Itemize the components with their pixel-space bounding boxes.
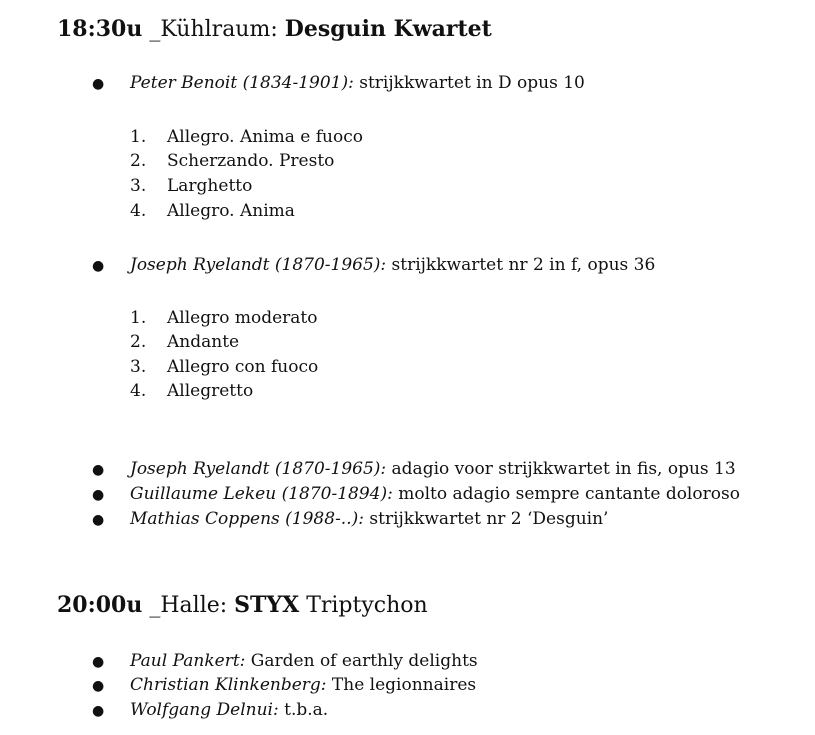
composer-name: Peter Benoit (1834-1901): <box>130 73 354 93</box>
work-item <box>92 699 328 722</box>
work-title: strijkkwartet in D opus 10 <box>353 73 585 93</box>
work-item <box>92 458 736 481</box>
movement-label: Allegro. Anima <box>167 201 295 221</box>
work-item <box>92 674 476 697</box>
work-title: strijkkwartet nr 2 in f, opus 36 <box>386 255 656 275</box>
bullet-icon: ● <box>92 462 105 478</box>
movement-label: Allegro moderato <box>167 308 318 328</box>
bullet-icon: ● <box>92 76 105 92</box>
movement-label: Allegro. Anima e fuoco <box>167 127 363 147</box>
movement-label: Andante <box>167 332 240 352</box>
work-item <box>92 254 655 277</box>
concert-location: _Halle: <box>142 593 235 618</box>
composer-name: Mathias Coppens (1988-..): <box>130 509 364 529</box>
bullet-icon: ● <box>92 258 105 274</box>
movement-number: 3. <box>130 357 147 377</box>
section-heading-2000 <box>57 592 428 619</box>
movement-item <box>130 175 252 197</box>
work-title: t.b.a. <box>278 700 329 720</box>
bullet-icon: ● <box>92 678 105 694</box>
movement-item <box>130 380 253 402</box>
work-title: strijkkwartet nr 2 ‘Desguin’ <box>363 509 609 529</box>
work-title: adagio voor strijkkwartet in fis, opus 13 <box>386 459 736 479</box>
bullet-icon: ● <box>92 512 105 528</box>
movement-label: Allegretto <box>167 381 254 401</box>
composer-name: Joseph Ryelandt (1870-1965): <box>130 255 387 275</box>
movement-label: Scherzando. Presto <box>167 151 335 171</box>
movement-number: 4. <box>130 381 147 401</box>
concert-time: 20:00u <box>57 592 143 618</box>
bullet-icon: ● <box>92 703 105 719</box>
work-title: The legionnaires <box>326 675 477 695</box>
concert-time: 18:30u <box>57 16 143 42</box>
composer-name: Christian Klinkenberg: <box>130 675 327 695</box>
movement-item <box>130 200 295 222</box>
composer-name: Joseph Ryelandt (1870-1965): <box>130 459 387 479</box>
movement-number: 2. <box>130 151 147 171</box>
composer-name: Guillaume Lekeu (1870-1894): <box>130 484 393 504</box>
bullet-icon: ● <box>92 654 105 670</box>
movement-label: Larghetto <box>167 176 253 196</box>
work-item <box>92 508 608 531</box>
work-item <box>92 72 585 95</box>
ensemble-name: Desguin Kwartet <box>284 16 492 42</box>
composer-name: Wolfgang Delnui: <box>130 700 279 720</box>
concert-location: _Kühlraum: <box>142 17 285 42</box>
movement-label: Allegro con fuoco <box>167 357 319 377</box>
section-heading-1830 <box>57 16 492 43</box>
program-title: Triptychon <box>299 593 428 618</box>
composer-name: Paul Pankert: <box>130 651 246 671</box>
movement-number: 3. <box>130 176 147 196</box>
movement-number: 1. <box>130 308 147 328</box>
movement-item <box>130 150 334 172</box>
movement-number: 1. <box>130 127 147 147</box>
work-title: molto adagio sempre cantante doloroso <box>392 484 740 504</box>
movement-item <box>130 356 318 378</box>
ensemble-name: STYX <box>234 592 300 618</box>
movement-item <box>130 331 239 353</box>
movement-number: 4. <box>130 201 147 221</box>
bullet-icon: ● <box>92 487 105 503</box>
work-title: Garden of earthly delights <box>245 651 478 671</box>
work-item <box>92 483 740 506</box>
movement-number: 2. <box>130 332 147 352</box>
movement-item <box>130 126 363 148</box>
movement-item <box>130 307 318 329</box>
work-item <box>92 650 478 673</box>
